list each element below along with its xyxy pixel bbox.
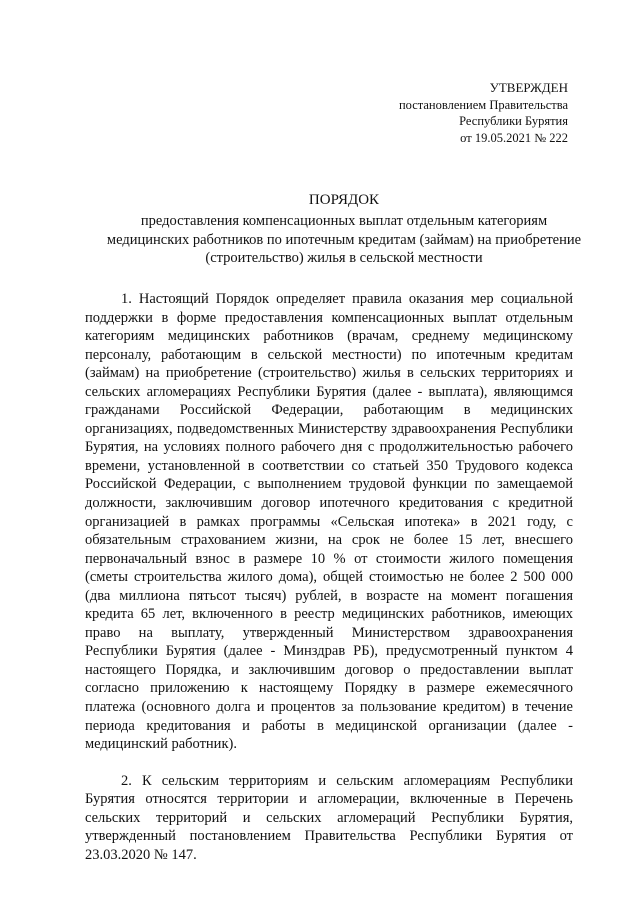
- paragraph-1: 1. Настоящий Порядок определяет правила оказания мер социальной поддержки в форме предоставления компенсационных выплат отдельным категориям медицинских работников (врачам, среднему медицинскому персоналу, работающим в сельской местности) по ипотечным кредитам (займам) на приобретение (строительство) жилья в сельских территориях и сельских агломерациях Республики Бурятия (далее - выплата), являющимся гражданами Российской Федерации, работающим в медицинских организациях, подведомственных Министерству здравоохранения Республики Бурятия, на условиях полного рабочего дня с продолжительностью рабочего времени, установленной в соответствии со статьей 350 Трудового кодекса Российской Федерации, с выполнением трудовой функции по замещаемой должности, заключившим договор ипотечного кредитования с кредитной организацией в рамках программы «Сельская ипотека» в 2021 году, с обязательным страхованием жизни, на срок не более 15 лет, внесшего первоначальный взнос в размере 10 % от стоимости жилого помещения (сметы строительства жилого дома), общей стоимостью не более 2 500 000 (два миллиона пятьсот тысяч) рублей, в возрасте на момент погашения кредита 65 лет, включенного в реестр медицинских работников, имеющих право на выплату, утвержденный Министерством здравоохранения Республики Бурятия (далее - Минздрав РБ), предусмотренный пунктом 4 настоящего Порядка, и заключившим договор о предоставлении выплат согласно приложению к настоящему Порядку в размере ежемесячного платежа (основного долга и процентов за пользование кредитом) в течение периода кредитования и работы в медицинской организации (далее - медицинский работник).: [85, 291, 573, 753]
- document-title-block: [88, 190, 600, 268]
- approval-heading: УТВЕРЖДЕН: [489, 80, 568, 95]
- document-body: [85, 290, 573, 864]
- approval-authority: постановлением Правительства: [398, 97, 568, 112]
- document-subtitle: предоставления компенсационных выплат отдельным категориям медицинских работников по ипотечным кредитам (займам) на приобретение (строительство) жилья в сельской местности: [106, 213, 582, 266]
- paragraph-2: 2. К сельским территориям и сельским агломерациям Республики Бурятия относятся территории и агломерации, включенные в Перечень сельских территорий и сельских агломераций Республики Бурятия, утвержденный постановлением Правительства Республики Бурятия от 23.03.2020 № 147.: [85, 772, 573, 863]
- approval-republic: Республики Бурятия: [459, 114, 568, 128]
- approval-stamp: [399, 80, 568, 146]
- document-title: ПОРЯДОК: [308, 192, 380, 208]
- approval-date-number: от 19.05.2021 № 222: [460, 130, 568, 145]
